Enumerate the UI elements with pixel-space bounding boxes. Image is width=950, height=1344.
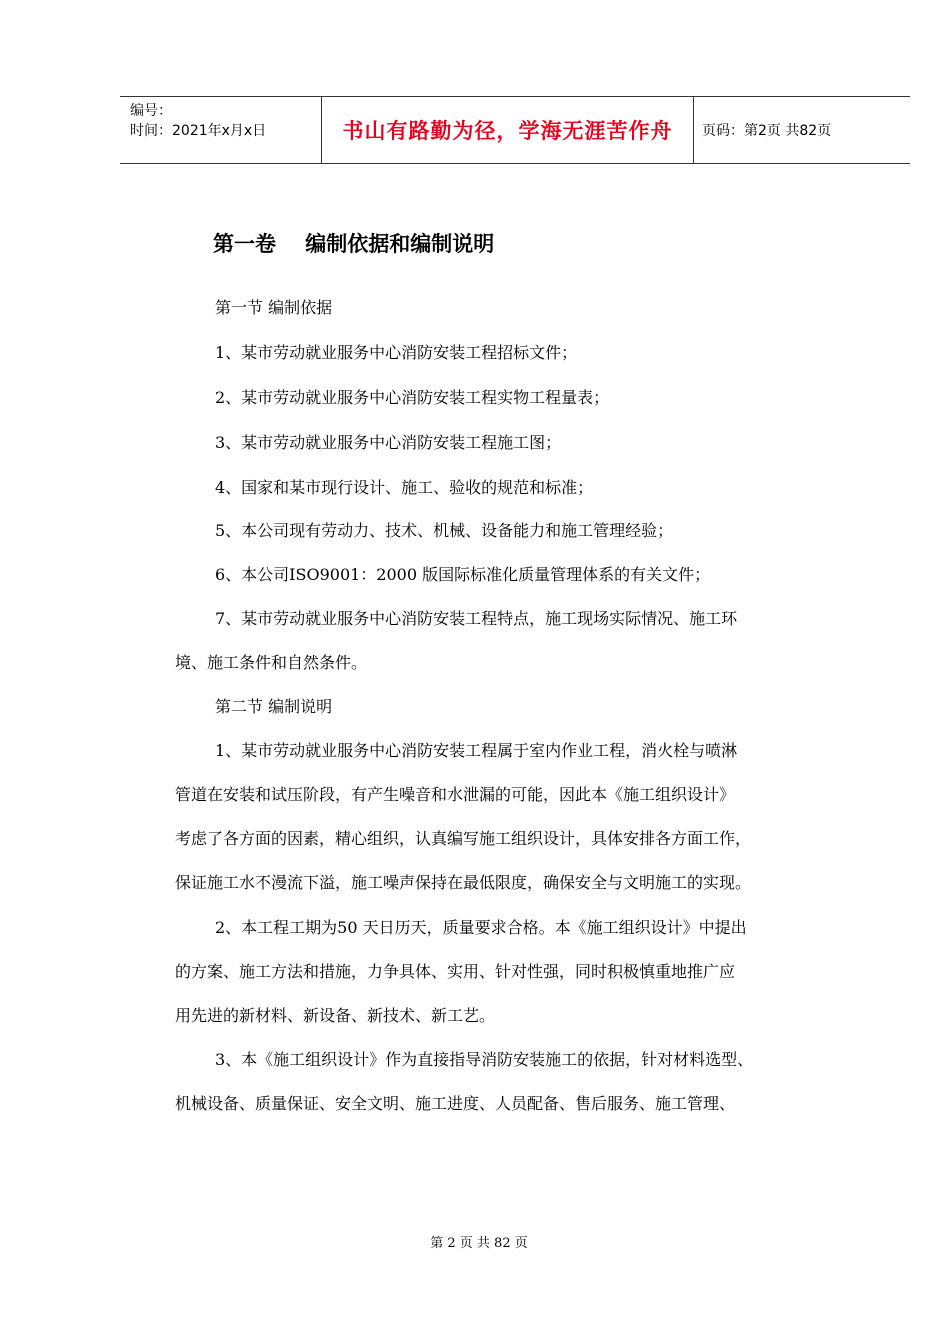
motto: 书山有路勤为径，学海无涯苦作舟 — [342, 119, 673, 143]
section-heading: 第二节 编制说明 — [215, 697, 333, 716]
paragraph-line: 用先进的新材料、新设备、新技术、新工艺。 — [175, 1006, 496, 1025]
paragraph-line: 保证施工水不漫流下溢，施工噪声保持在最低限度，确保安全与文明施工的实现。 — [175, 873, 752, 892]
paragraph-line: 考虑了各方面的因素，精心组织，认真编写施工组织设计，具体安排各方面工作， — [175, 829, 752, 848]
section-heading: 第一节 编制依据 — [215, 298, 333, 317]
paragraph-line: 1、某市劳动就业服务中心消防安装工程属于室内作业工程，消火栓与喷淋 — [215, 741, 738, 760]
paragraph-line: 境、施工条件和自然条件。 — [175, 653, 368, 672]
paragraph-line: 2、某市劳动就业服务中心消防安装工程实物工程量表； — [215, 388, 610, 407]
header-motto-cell — [321, 97, 694, 163]
paragraph-line: 1、某市劳动就业服务中心消防安装工程招标文件； — [215, 343, 578, 362]
paragraph-line: 5、本公司现有劳动力、技术、机械、设备能力和施工管理经验； — [215, 521, 674, 540]
paragraph-line: 7、某市劳动就业服务中心消防安装工程特点，施工现场实际情况、施工环 — [215, 609, 738, 628]
time-label: 时间：2021年x月x日 — [130, 123, 267, 139]
paragraph-line: 4、国家和某市现行设计、施工、验收的规范和标准； — [215, 478, 594, 497]
page-footer: 第 2 页 共 82 页 — [430, 1236, 528, 1251]
page-header — [120, 96, 910, 164]
paragraph-line: 管道在安装和试压阶段，有产生噪音和水泄漏的可能，因此本《施工组织设计》 — [175, 785, 736, 804]
header-meta — [120, 97, 321, 163]
paragraph-line: 2、本工程工期为50 天日历天，质量要求合格。本《施工组织设计》中提出 — [215, 918, 747, 937]
header-page-cell — [694, 97, 910, 163]
paragraph-line: 机械设备、质量保证、安全文明、施工进度、人员配备、售后服务、施工管理、 — [175, 1094, 736, 1113]
paragraph-line: 3、本《施工组织设计》作为直接指导消防安装施工的依据，针对材料选型、 — [215, 1050, 754, 1069]
paragraph-line: 3、某市劳动就业服务中心消防安装工程施工图； — [215, 433, 562, 452]
paragraph-line: 的方案、施工方法和措施，力争具体、实用、针对性强，同时积极慎重地推广应 — [175, 962, 736, 981]
number-label: 编号： — [130, 103, 172, 119]
page-info: 页码：第2页 共82页 — [702, 123, 832, 139]
paragraph-line: 6、本公司ISO9001：2000 版国际标准化质量管理体系的有关文件； — [215, 565, 711, 584]
volume-title: 第一卷 编制依据和编制说明 — [213, 232, 495, 256]
